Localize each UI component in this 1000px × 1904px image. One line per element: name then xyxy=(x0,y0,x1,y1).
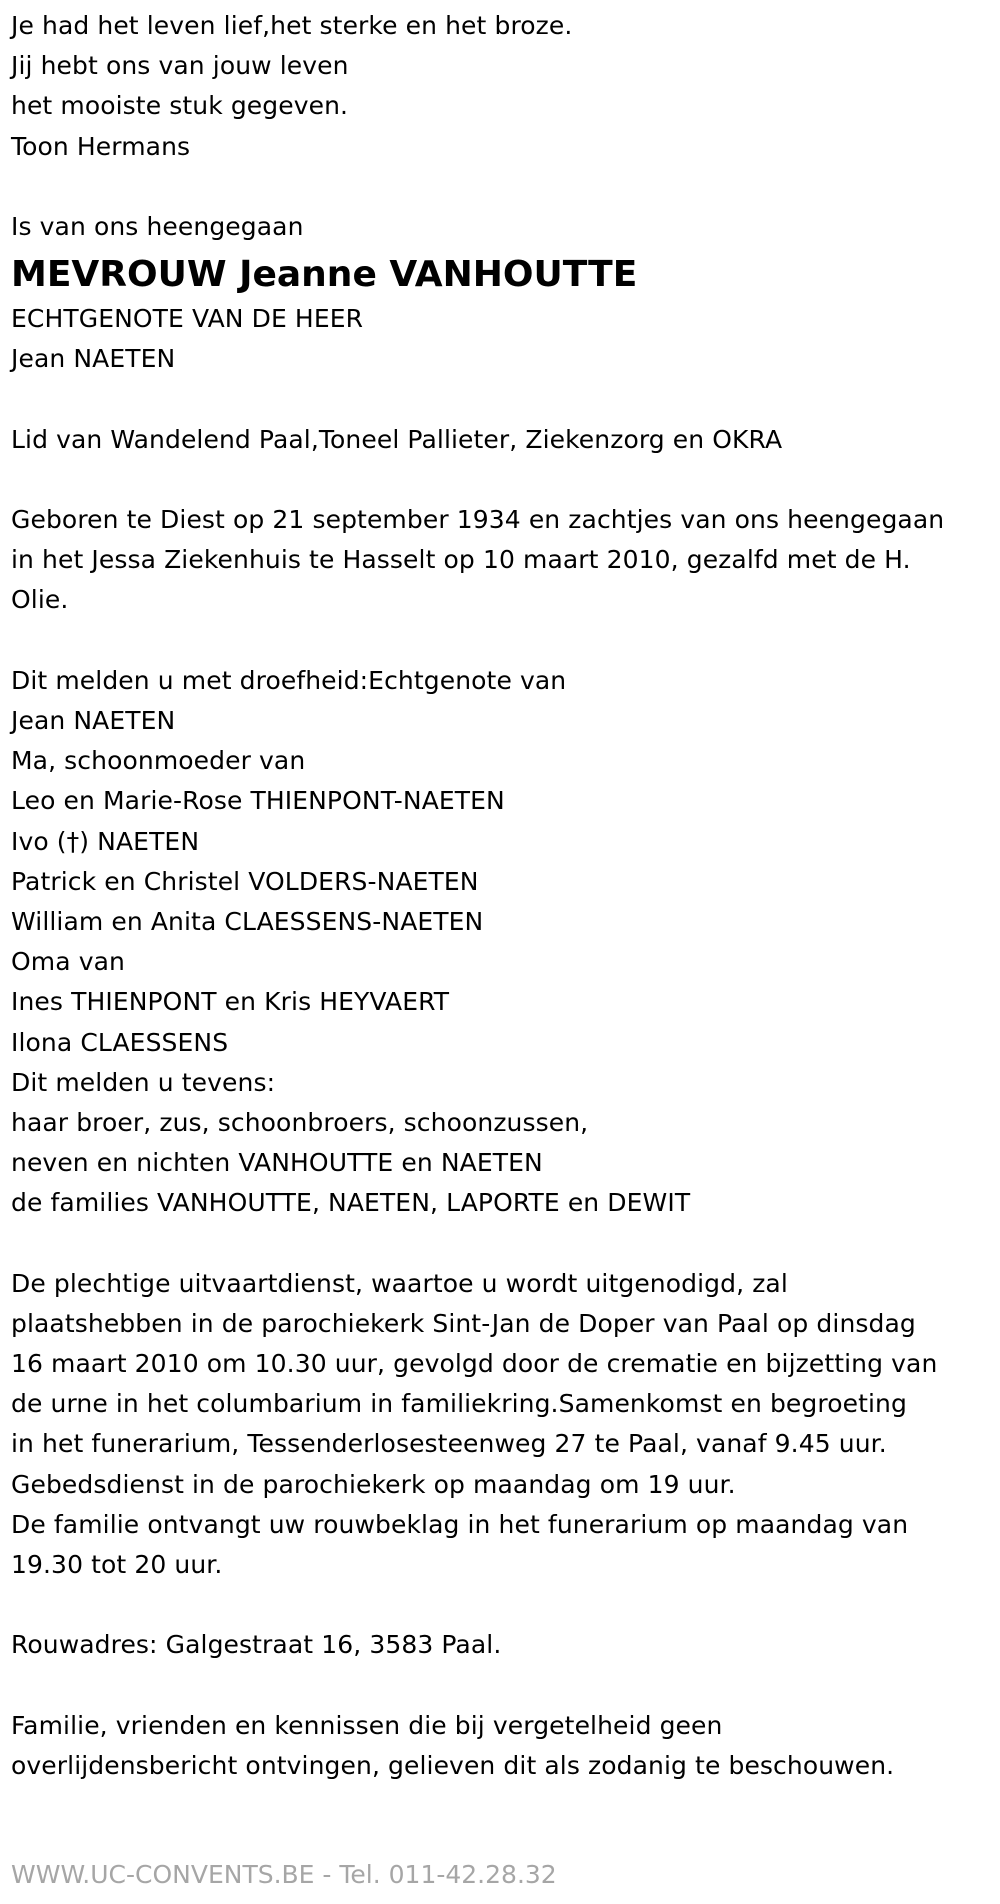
spouse-name: Jean NAETEN xyxy=(11,344,176,374)
family-line: Oma van xyxy=(11,947,125,977)
intro-text: Is van ons heengegaan xyxy=(11,211,304,241)
family-line: neven en nichten VANHOUTTE en NAETEN xyxy=(11,1148,543,1178)
family-line: haar broer, zus, schoonbroers, schoonzussen, xyxy=(11,1107,589,1137)
notice-block xyxy=(11,1706,996,1786)
relation-text: ECHTGENOTE VAN DE HEER xyxy=(11,304,364,334)
family-line: Patrick en Christel VOLDERS-NAETEN xyxy=(11,866,479,896)
notice-line: Familie, vrienden en kennissen die bij vergetelheid geen xyxy=(11,1710,723,1740)
spacer xyxy=(11,1585,996,1625)
family-line: William en Anita CLAESSENS-NAETEN xyxy=(11,906,484,936)
poem-line: Je had het leven lief,het sterke en het broze. xyxy=(11,11,573,40)
poem-line: het mooiste stuk gegeven. xyxy=(11,91,349,121)
spacer xyxy=(11,167,996,207)
service-line: De familie ontvangt uw rouwbeklag in het funerarium op maandag van xyxy=(11,1509,909,1539)
family-line: Leo en Marie-Rose THIENPONT-NAETEN xyxy=(11,786,505,816)
service-block xyxy=(11,1264,996,1586)
family-line: Ma, schoonmoeder van xyxy=(11,746,306,776)
service-line: plaatshebben in de parochiekerk Sint-Jan de Doper van Paal op dinsdag xyxy=(11,1308,916,1338)
family-line: Ivo (†) NAETEN xyxy=(11,826,200,856)
spacer xyxy=(11,1223,996,1263)
family-block xyxy=(11,661,996,1224)
family-line: Dit melden u met droefheid:Echtgenote van xyxy=(11,665,567,695)
service-line: de urne in het columbarium in familiekring.Samenkomst en begroeting xyxy=(11,1389,907,1419)
family-line: Ines THIENPONT en Kris HEYVAERT xyxy=(11,987,450,1017)
obituary-document xyxy=(11,6,996,1786)
service-line: in het funerarium, Tessenderlosesteenweg 27 te Paal, vanaf 9.45 uur. xyxy=(11,1429,887,1459)
membership-text: Lid van Wandelend Paal,Toneel Pallieter, Ziekenzorg en OKRA xyxy=(11,424,783,454)
family-line: de families VANHOUTTE, NAETEN, LAPORTE en DEWIT xyxy=(11,1188,691,1218)
birth-death-line: in het Jessa Ziekenhuis te Hasselt op 10 maart 2010, gezalfd met de H. xyxy=(11,545,911,575)
birth-death-line: Geboren te Diest op 21 september 1934 en zachtjes van ons heengegaan xyxy=(11,505,945,535)
poem-line: Jij hebt ons van jouw leven xyxy=(11,51,349,81)
family-line: Ilona CLAESSENS xyxy=(11,1027,229,1057)
service-line: De plechtige uitvaartdienst, waartoe u wordt uitgenodigd, zal xyxy=(11,1268,788,1298)
family-line: Jean NAETEN xyxy=(11,706,176,735)
deceased-name: MEVROUW Jeanne VANHOUTTE xyxy=(11,254,638,296)
mourning-address: Rouwadres: Galgestraat 16, 3583 Paal. xyxy=(11,1630,502,1660)
family-line: Dit melden u tevens: xyxy=(11,1067,276,1097)
poem-author: Toon Hermans xyxy=(11,131,191,161)
birth-death-line: Olie. xyxy=(11,585,69,615)
service-line: 19.30 tot 20 uur. xyxy=(11,1549,223,1579)
service-line: 16 maart 2010 om 10.30 uur, gevolgd door de crematie en bijzetting van xyxy=(11,1349,938,1378)
spacer xyxy=(11,1666,996,1706)
spacer xyxy=(11,380,996,420)
poem-block xyxy=(11,6,996,167)
footer-contact: WWW.UC-CONVENTS.BE - Tel. 011-42.28.32 xyxy=(11,1860,557,1889)
spacer xyxy=(11,460,996,500)
spacer xyxy=(11,621,996,661)
birth-death-block xyxy=(11,500,996,621)
notice-line: overlijdensbericht ontvingen, gelieven dit als zodanig te beschouwen. xyxy=(11,1750,895,1780)
service-line: Gebedsdienst in de parochiekerk op maandag om 19 uur. xyxy=(11,1469,736,1499)
